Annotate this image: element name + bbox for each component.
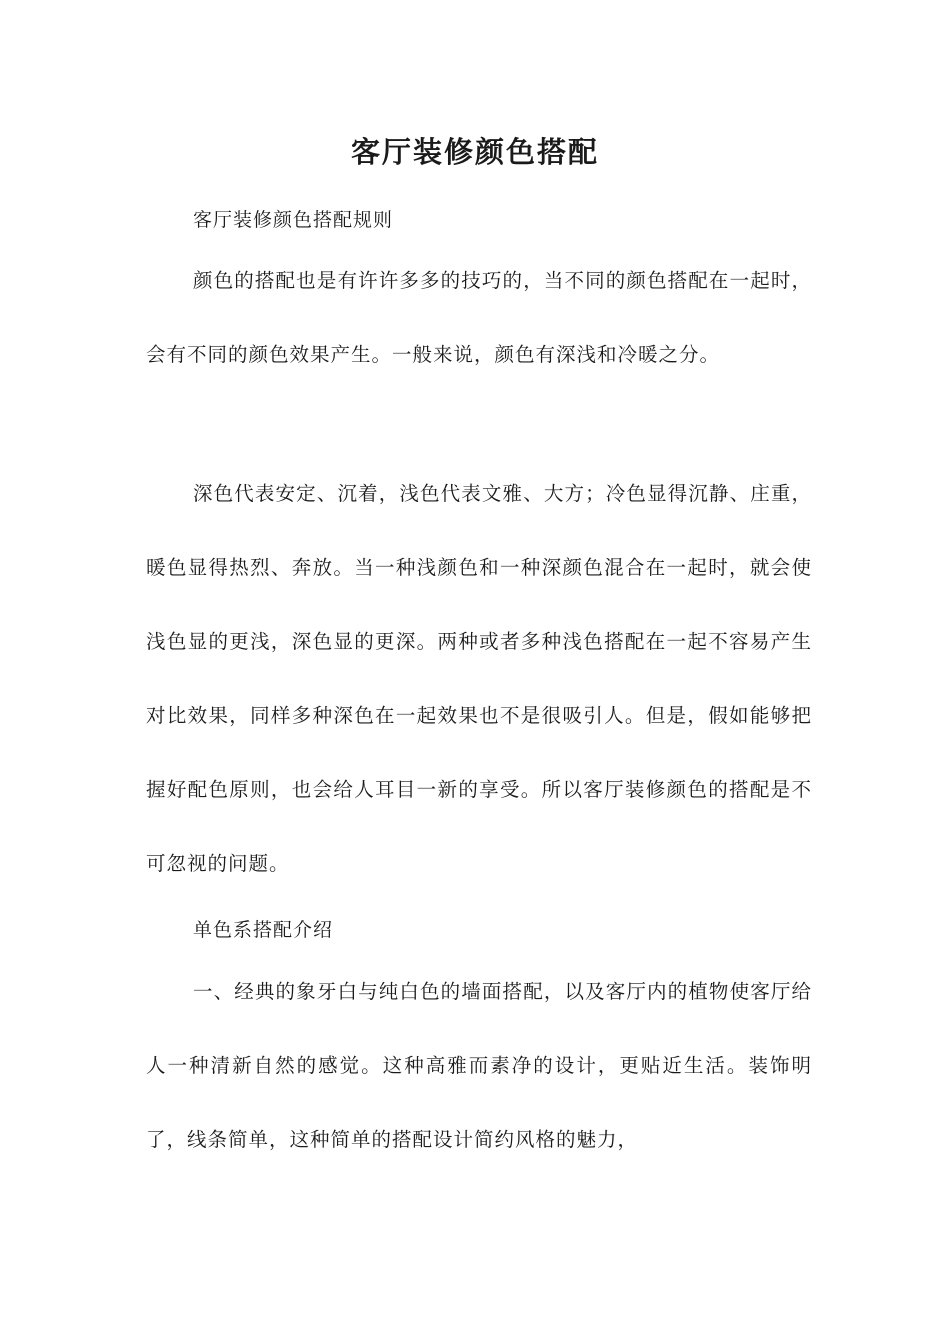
section-heading-rules: 客厅装修颜色搭配规则: [193, 209, 394, 231]
paragraph-color-techniques: 颜色的搭配也是有许许多多的技巧的，当不同的颜色搭配在一起时，会有不同的颜色效果产生。一般来说，颜色有深浅和冷暖之分。: [146, 269, 812, 366]
paragraph-dark-light-colors: 深色代表安定、沉着，浅色代表文雅、大方；冷色显得沉静、庄重，暖色显得热烈、奔放。当一种浅颜色和一种深颜色混合在一起时，就会使浅色显的更浅，深色显的更深。两种或者多种浅色搭配在一起不容易产生对比效果，同样多种深色在一起效果也不是很吸引人。但是，假如能够把握好配色原则，也会给人耳目一新的享受。所以客厅装修颜色的搭配是不可忽视的问题。: [146, 482, 812, 875]
section-heading-monochrome: 单色系搭配介绍: [193, 919, 334, 941]
paragraph-ivory-white: 一、经典的象牙白与纯白色的墙面搭配，以及客厅内的植物使客厅给人一种清新自然的感觉。这种高雅而素净的设计，更贴近生活。装饰明了，线条简单，这种简单的搭配设计简约风格的魅力，: [146, 980, 812, 1151]
document-title: 客厅装修颜色搭配: [350, 135, 599, 169]
